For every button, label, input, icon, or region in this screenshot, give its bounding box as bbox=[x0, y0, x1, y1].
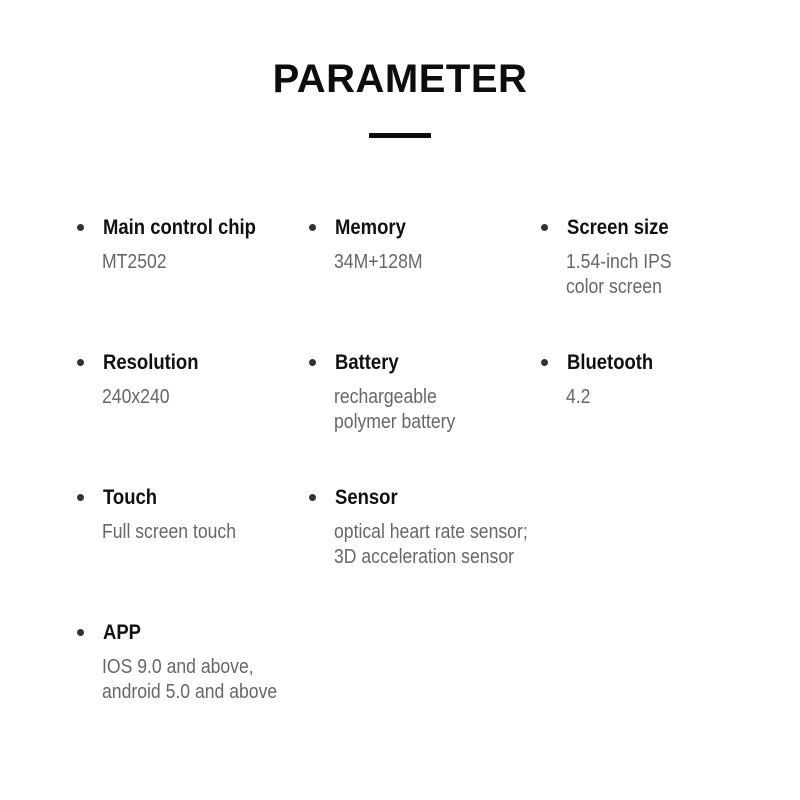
param-value: 4.2 bbox=[566, 386, 591, 408]
bullet-dot bbox=[309, 359, 316, 366]
title-underline bbox=[369, 133, 431, 138]
param-value: Full screen touch bbox=[102, 521, 237, 543]
bullet-dot bbox=[77, 629, 84, 636]
bullet-dot bbox=[77, 494, 84, 501]
bullet-dot bbox=[77, 359, 84, 366]
param-label: Sensor bbox=[335, 486, 398, 509]
bullet-dot bbox=[541, 224, 548, 231]
param-label: Resolution bbox=[103, 351, 199, 374]
param-value: 34M+128M bbox=[334, 251, 423, 273]
bullet-dot bbox=[541, 359, 548, 366]
param-value: 1.54-inch IPS color screen bbox=[566, 251, 672, 298]
param-label: APP bbox=[103, 621, 142, 644]
param-label: Touch bbox=[103, 486, 158, 509]
param-value: rechargeable polymer battery bbox=[334, 386, 456, 433]
param-value: 240x240 bbox=[102, 386, 170, 408]
param-label: Screen size bbox=[567, 216, 669, 239]
param-value: IOS 9.0 and above, android 5.0 and above bbox=[102, 656, 278, 703]
param-value: MT2502 bbox=[102, 251, 167, 273]
param-value: optical heart rate sensor; 3D acceleration sensor bbox=[334, 521, 528, 568]
param-label: Main control chip bbox=[103, 216, 256, 239]
param-label: Memory bbox=[335, 216, 406, 239]
bullet-dot bbox=[309, 224, 316, 231]
bullet-dot bbox=[77, 224, 84, 231]
bullet-dot bbox=[309, 494, 316, 501]
page-title: PARAMETER bbox=[272, 57, 528, 101]
param-label: Battery bbox=[335, 351, 399, 374]
param-label: Bluetooth bbox=[567, 351, 654, 374]
